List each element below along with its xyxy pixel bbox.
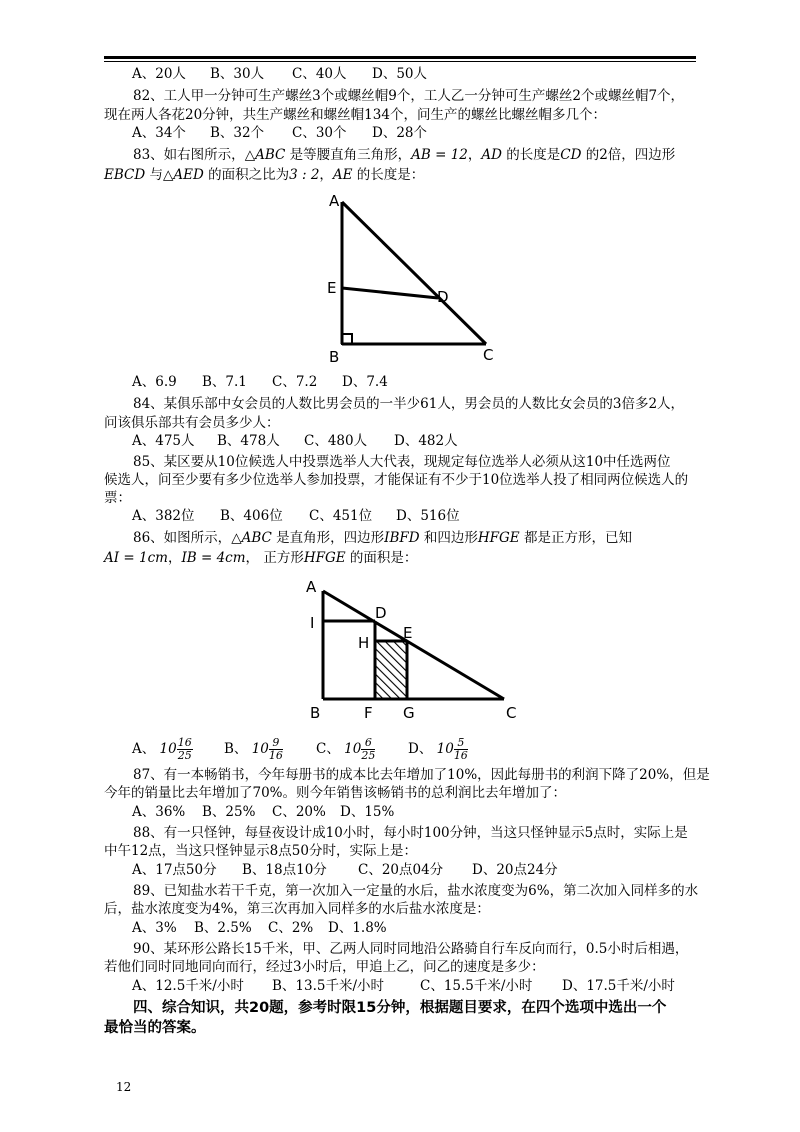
q81-option-a: A、20人 [132, 66, 186, 82]
q85-option-c: C、451位 [309, 508, 373, 524]
q90-text-line2: 若他们同时同地同向而行，经过3小时后，甲追上乙，问乙的速度是多少： [104, 959, 545, 975]
q89-option-a: A、3% [132, 920, 177, 936]
q86-label-b: B [310, 704, 321, 722]
q85-option-b: B、406位 [220, 508, 283, 524]
q83-label-e: E [327, 279, 337, 297]
q83-label-c: C [483, 346, 494, 364]
q83-math-ratio: 3 : 2 [289, 167, 320, 183]
q82-text-line1: 82、工人甲一分钟可生产螺丝3个或螺丝帽9个，工人乙一分钟可生产螺丝2个或螺丝帽7个， [133, 88, 685, 104]
q86-shaded-square-hfge [376, 642, 406, 698]
q86-option-c [316, 737, 375, 762]
q89-text-line2: 后，盐水浓度变为4%，第三次再加入同样多的水后盐水浓度是： [104, 901, 490, 917]
q86-math-ibfd: IBFD [384, 530, 420, 546]
q83-label-a: A [329, 192, 340, 210]
q89-option-d: D、1.8% [328, 920, 387, 936]
q86-option-d-whole: 10 [436, 741, 454, 757]
q86-label-a: A [306, 578, 317, 596]
q86-math-hfge-2: HFGE [303, 550, 346, 566]
q86-text-b: 是直角形，四边形 [271, 530, 385, 546]
q85-option-d: D、516位 [396, 508, 460, 524]
q86-text-a: 86、如图所示， [133, 530, 232, 546]
q82-option-d: D、28个 [372, 125, 428, 141]
q84-text-line2: 问该俱乐部共有会员多少人： [104, 415, 280, 431]
q90-option-c: C、15.5千米/小时 [420, 978, 533, 994]
q87-option-b: B、25% [202, 804, 256, 820]
q84-text-line1: 84、某俱乐部中女会员的人数比男会员的一半少61人，男会员的人数比女会员的3倍多2人， [133, 396, 685, 412]
q89-text-line1: 89、已知盐水若干千克，第一次加入一定量的水后，盐水浓度变为6%，第二次加入同样多的水 [133, 883, 699, 899]
q85-text-line1: 85、某区要从10位候选人中投票选举人大代表，现规定每位选举人必须从这10中任选两位 [133, 454, 671, 470]
q83-segment-ed [342, 288, 438, 298]
q86-label-c: C [506, 704, 517, 722]
q86-option-b-letter: B、 [224, 741, 248, 757]
q89-option-c: C、2% [268, 920, 314, 936]
q83-option-a: A、6.9 [132, 374, 177, 390]
q87-text-line1: 87、有一本畅销书，今年每册书的成本比去年增加了10%，因此每册书的利润下降了20%，但是 [133, 767, 710, 783]
q83-math-ad: AD [481, 147, 502, 163]
q86-option-a-letter: A、 [132, 741, 156, 757]
q86-label-i: I [310, 614, 315, 632]
q81-option-b: B、30人 [210, 66, 265, 82]
section4-heading-line2: 最恰当的答案。 [104, 1020, 206, 1036]
q86-option-b-whole: 10 [251, 741, 269, 757]
q84-option-b: B、478人 [217, 433, 280, 449]
q83-math-ae: AE [332, 167, 353, 183]
q86-label-g: G [403, 704, 415, 722]
q86-text-d: 都是正方形，已知 [519, 530, 632, 546]
q86-label-e: E [403, 624, 413, 642]
q86-option-d [408, 737, 468, 762]
section4-heading-line1: 四、综合知识，共20题，参考时限15分钟，根据题目要求，在四个选项中选出一个 [133, 1000, 667, 1016]
q82-option-a: A、34个 [132, 125, 186, 141]
q86-text-f: ， 正方形 [245, 550, 304, 566]
q85-text-line3: 票： [104, 490, 131, 506]
q86-option-c-letter: C、 [316, 741, 340, 757]
q84-option-d: D、482人 [394, 433, 458, 449]
q86-text-g: 的面积是： [345, 550, 418, 566]
q87-option-c: C、20% [272, 804, 326, 820]
q90-text-line1: 90、某环形公路长15千米，甲、乙两人同时同地沿公路骑自行车反向而行，0.5小时后相遇， [133, 941, 689, 957]
q84-option-c: C、480人 [304, 433, 368, 449]
q86-label-d: D [375, 604, 387, 622]
q85-text-line2: 候选人，问至少要有多少位选举人参加投票，才能保证有不少于10位选举人投了相同两位候选人的 [104, 472, 689, 488]
q88-option-c: C、20点04分 [358, 862, 444, 878]
q86-math-ib: IB = 4cm [181, 550, 246, 566]
q86-option-a-fraction: $\frac{16}{25}$ [177, 736, 192, 762]
q88-text-line1: 88、有一只怪钟，每昼夜设计成10小时，每小时100分钟，当这只怪钟显示5点时，实际上是 [133, 825, 688, 841]
q83-math-triangle-abc: △ABC [244, 147, 286, 163]
q88-option-b: B、18点10分 [242, 862, 327, 878]
q83-math-ebcd: EBCD [104, 167, 146, 183]
q88-option-d: D、20点24分 [472, 862, 558, 878]
q90-option-b: B、13.5千米/小时 [272, 978, 385, 994]
q83-text-f: 与 [145, 167, 163, 183]
q83-text-g: 的面积之比为 [203, 167, 290, 183]
q83-text-line2 [104, 166, 424, 184]
q86-triangle-diagram [300, 574, 530, 726]
q83-triangle-diagram [320, 190, 510, 370]
q86-option-a-whole: 10 [159, 741, 177, 757]
q83-text-a: 83、如右图所示， [133, 147, 245, 163]
page-number: 12 [116, 1080, 132, 1094]
q82-option-b: B、32个 [210, 125, 265, 141]
q82-text-line2: 现在两人各花20分钟，共生产螺丝和螺丝帽134个，问生产的螺丝比螺丝帽多几个： [104, 107, 606, 123]
q86-side-ac [323, 591, 504, 699]
q83-math-aed: △AED [162, 167, 204, 183]
q83-side-ac [342, 202, 486, 344]
q83-option-d: D、7.4 [342, 374, 388, 390]
q89-option-b: B、2.5% [194, 920, 252, 936]
q88-option-a: A、17点50分 [132, 862, 217, 878]
q86-label-h: H [358, 634, 370, 652]
q82-option-c: C、30个 [292, 125, 347, 141]
q90-option-a: A、12.5千米/小时 [132, 978, 244, 994]
q83-label-d: D [437, 288, 449, 306]
header-rule-thin [104, 61, 696, 62]
q86-math-triangle-abc: △ABC [231, 530, 272, 546]
q86-label-f: F [364, 704, 373, 722]
q84-option-a: A、475人 [132, 433, 195, 449]
q83-text-b: 是等腰直角三角形， [285, 147, 412, 163]
q87-option-a: A、36% [132, 804, 186, 820]
q83-text-i: 的长度是： [352, 167, 425, 183]
q86-math-hfge: HFGE [477, 530, 520, 546]
header-rule-thick [104, 56, 696, 59]
q86-options [132, 733, 692, 762]
q86-text-c: 和四边形 [419, 530, 478, 546]
q83-option-c: C、7.2 [272, 374, 318, 390]
q90-option-d: D、17.5千米/小时 [562, 978, 675, 994]
q83-math-ab: AB = 12 [411, 147, 468, 163]
q85-option-a: A、382位 [132, 508, 195, 524]
q86-math-ai: AI = 1cm [104, 550, 168, 566]
q83-label-b: B [329, 348, 340, 366]
q86-option-b-fraction: $\frac{9}{16}$ [268, 736, 283, 762]
q83-text-line1 [133, 146, 675, 164]
q86-text-line2 [104, 549, 417, 567]
q83-option-b: B、7.1 [202, 374, 247, 390]
q86-option-c-fraction: $\frac{6}{25}$ [361, 736, 376, 762]
q88-text-line2: 中午12点，当这只怪钟显示8点50分时，实际上是： [104, 843, 417, 859]
q83-math-cd: CD [560, 147, 582, 163]
q86-option-a [132, 737, 193, 762]
q86-text-line1 [133, 529, 632, 547]
q86-option-c-whole: 10 [344, 741, 362, 757]
q86-text-e: ， [167, 550, 182, 566]
q87-option-d: D、15% [340, 804, 395, 820]
q83-text-e: 的2倍，四边形 [581, 147, 676, 163]
q86-option-d-fraction: $\frac{5}{16}$ [453, 736, 468, 762]
q83-text-h: ， [319, 167, 333, 183]
q81-option-d: D、50人 [372, 66, 428, 82]
q81-option-c: C、40人 [292, 66, 347, 82]
q87-text-line2: 今年的销量比去年增加了70%。则今年销售该畅销书的总利润比去年增加了： [104, 785, 567, 801]
q83-text-c: ， [467, 147, 482, 163]
q86-option-b [224, 737, 283, 762]
q83-text-d: 的长度是 [501, 147, 561, 163]
q86-option-d-letter: D、 [408, 741, 433, 757]
